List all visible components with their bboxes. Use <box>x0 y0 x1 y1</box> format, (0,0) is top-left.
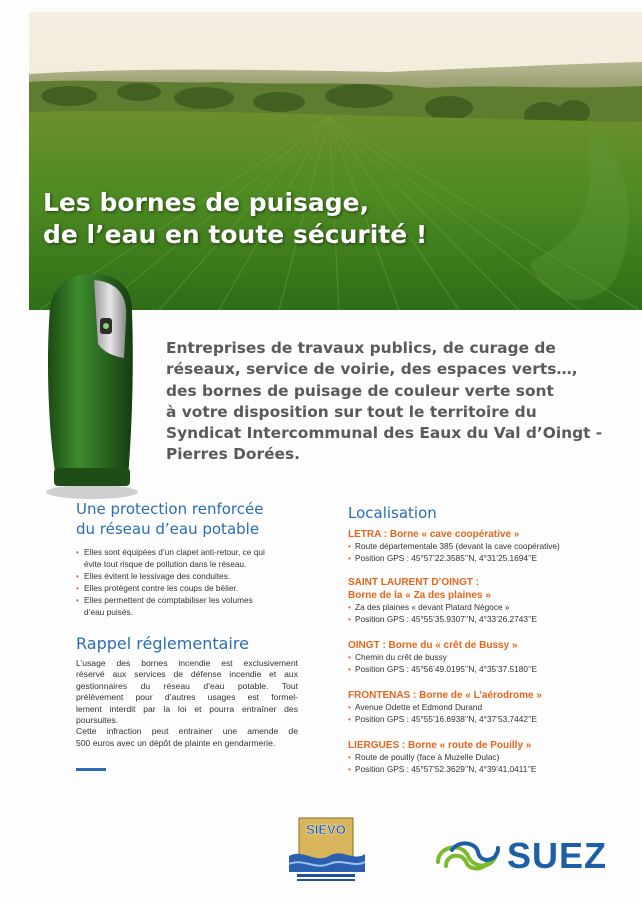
bullet-text: • Elles protègent contre les coups de bélier. <box>84 583 239 593</box>
bullet-text: • Elles permettent de comptabiliser les volumes <box>84 595 253 605</box>
site-gps: • Position GPS : 45°56’49.0195’’N, 4°35’37.5180’’E <box>348 664 598 676</box>
hero-title-line-2: de l’eau en toute sécurité ! <box>43 220 428 249</box>
suez-logo-text: SUEZ <box>507 835 608 876</box>
sievo-logo <box>285 812 367 888</box>
site-details <box>348 602 598 625</box>
bullet-text: • Elles évitent le lessivage des conduites. <box>84 571 231 581</box>
intro-paragraph <box>166 338 606 466</box>
site-details <box>348 752 598 775</box>
hero-landscape-photo <box>29 12 642 310</box>
site-details <box>348 541 598 564</box>
protection-heading-line-1: Une protection renforcée <box>76 500 264 518</box>
intro-line: des bornes de puisage de couleur verte sont <box>166 381 554 400</box>
intro-line: Pierres Dorées. <box>166 445 300 464</box>
bullet-text: d’eau puisés. <box>84 607 133 617</box>
bullet-text: • Elles sont équipées d’un clapet anti-retour, ce qui <box>84 547 265 557</box>
rappel-line: 500 euros avec un dépôt de plainte en gendarmerie. <box>76 737 276 748</box>
intro-line: à votre disposition sur tout le territoire du <box>166 402 537 421</box>
protection-heading-line-2: du réseau d’eau potable <box>76 520 260 538</box>
site-name <box>348 639 598 652</box>
rappel-line: gestionnaires du réseau d’eau potable. Tout <box>76 680 298 691</box>
site-gps: • Position GPS : 45°57’52.3629’’N, 4°39’41.0411’’E <box>348 764 598 776</box>
site-name-line: SAINT LAURENT D’OINGT : <box>348 577 480 588</box>
site-address: • Avenue Odette et Edmond Durand <box>348 702 598 714</box>
site-address: • Route départementale 385 (devant la cave coopérative) <box>348 541 598 553</box>
sievo-logo-text: SIEVO <box>306 822 346 837</box>
rappel-line: L’usage des bornes incendie est exclusivement <box>76 658 298 668</box>
rappel-line: prélèvement pour d’autres usages est formel- <box>76 692 298 703</box>
site-oingt <box>348 639 598 675</box>
site-name-line: LETRA : Borne « cave coopérative » <box>348 529 520 540</box>
site-name <box>348 739 598 752</box>
site-liergues <box>348 739 598 775</box>
intro-line: réseaux, service de voirie, des espaces verts…, <box>166 360 578 379</box>
intro-line: Syndicat Intercommunal des Eaux du Val d’Oingt - <box>166 424 603 443</box>
intro-line: Entreprises de travaux publics, de curage de <box>166 339 556 357</box>
site-address: • Za des plaines « devant Platard Négoce » <box>348 602 598 614</box>
site-name <box>348 528 598 541</box>
site-name <box>348 576 598 602</box>
hero-title <box>43 187 427 251</box>
bullet-text: évite tout risque de pollution dans le réseau. <box>84 559 247 569</box>
protection-bullet <box>76 546 308 570</box>
site-saint-laurent <box>348 576 598 625</box>
rappel-heading: Rappel réglementaire <box>76 634 249 653</box>
protection-bullet <box>76 570 308 582</box>
site-frontenas <box>348 689 598 725</box>
rappel-line: Cette infraction peut entrainer une amende de <box>76 726 298 737</box>
site-details <box>348 702 598 725</box>
site-name-line: FRONTENAS : Borne de « L’aérodrome » <box>348 690 542 701</box>
protection-bullet <box>76 594 308 618</box>
site-gps: • Position GPS : 45°55’16.6938’’N, 4°37’53.7442’’E <box>348 714 598 726</box>
site-gps: • Position GPS : 45°55’35.9307’’N, 4°33’26.2743’’E <box>348 614 598 626</box>
localisation-heading: Localisation <box>348 504 437 522</box>
site-name-line: LIERGUES : Borne « route de Pouilly » <box>348 740 532 751</box>
site-address: • Chemin du crêt de bussy <box>348 652 598 664</box>
site-details <box>348 652 598 675</box>
rappel-line: réservé aux services de défense incendie et aux <box>76 669 298 680</box>
site-name-line: OINGT : Borne du « crêt de Bussy » <box>348 640 518 651</box>
rappel-paragraph <box>76 658 298 749</box>
rappel-line: lement interdit par la loi et pourra entraîner des <box>76 703 298 714</box>
protection-bullet <box>76 582 308 594</box>
site-name-line: Borne de la « Za des plaines » <box>348 590 491 601</box>
rappel-line: poursuites. <box>76 715 119 726</box>
protection-heading <box>76 499 263 539</box>
protection-bullet-list <box>76 546 308 618</box>
landscape-illustration <box>29 12 642 310</box>
water-hydrant-device-image <box>36 268 148 500</box>
site-gps: • Position GPS : 45°57’22.3585’’N, 4°31’25.1694’’E <box>348 553 598 565</box>
site-letra <box>348 528 598 564</box>
site-address: • Route de pouilly (face à Muzelle Dulac) <box>348 752 598 764</box>
site-name <box>348 689 598 702</box>
hero-title-line-1: Les bornes de puisage, <box>43 188 370 217</box>
decorative-dash <box>76 768 106 771</box>
